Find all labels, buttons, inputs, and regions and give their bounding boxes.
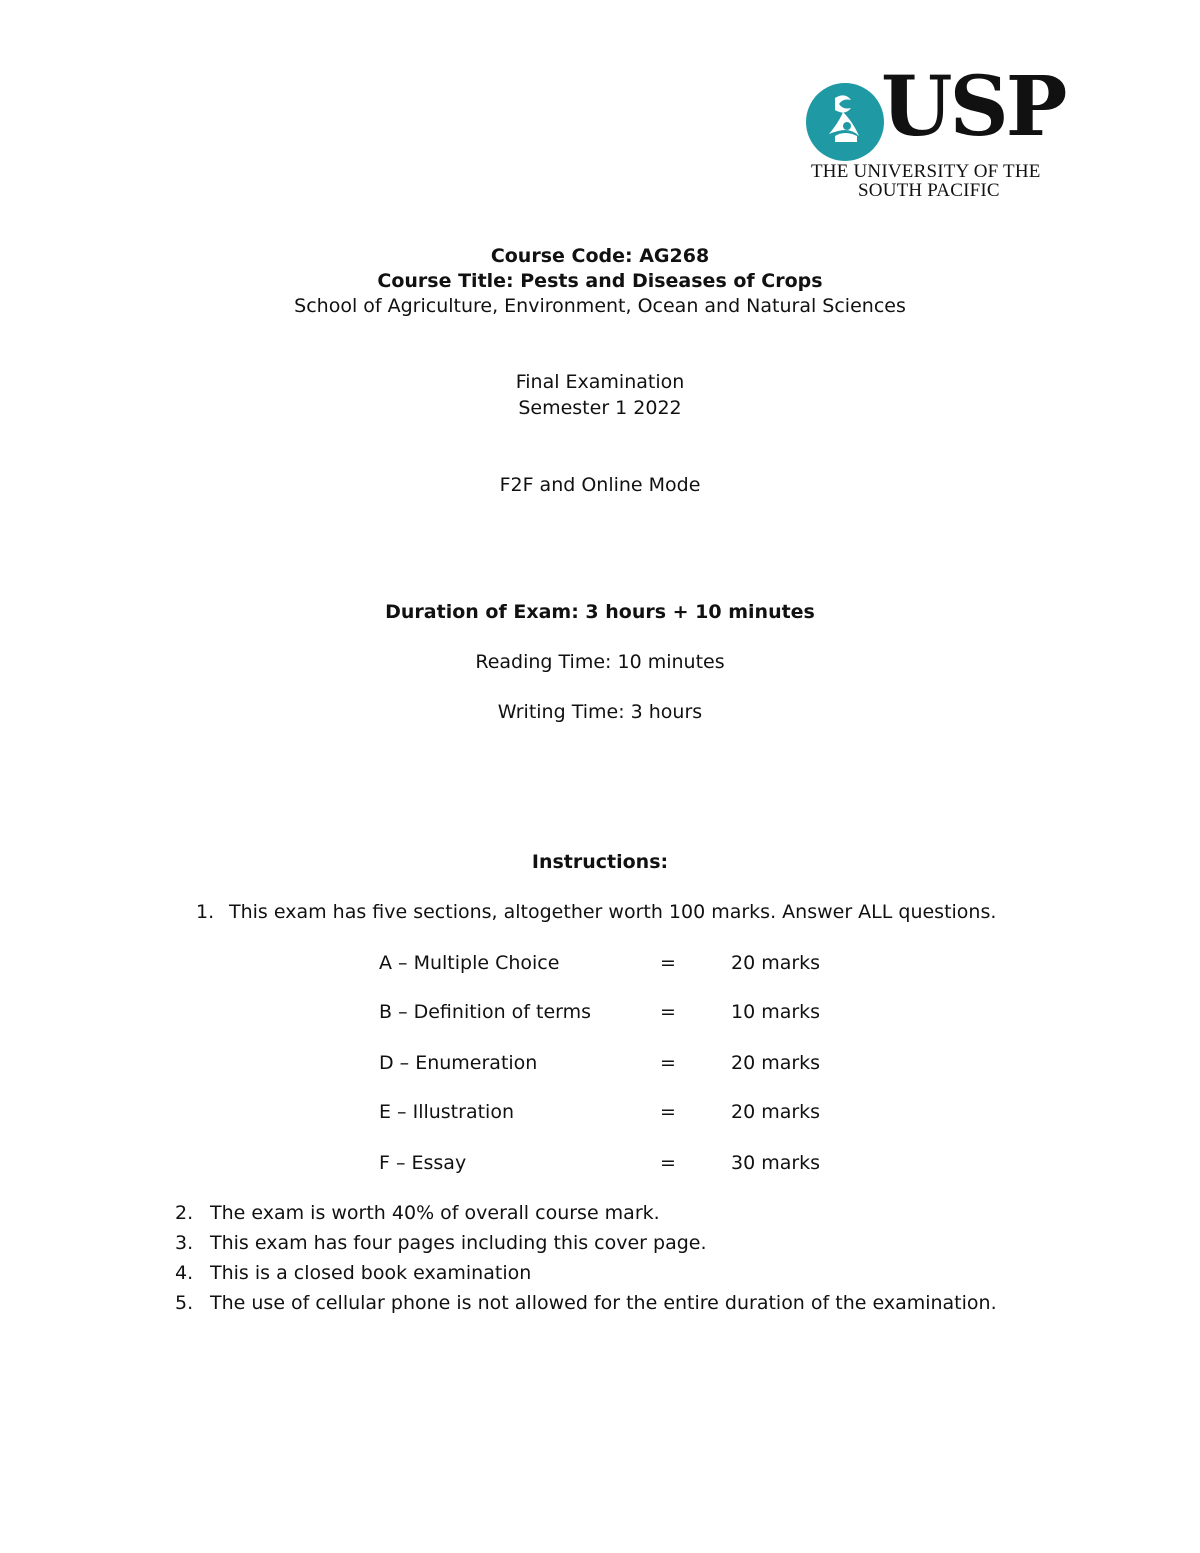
section-row xyxy=(0,952,1200,978)
section-equals: = xyxy=(660,952,676,974)
section-row xyxy=(0,1152,1200,1178)
instruction-text: This is a closed book examination xyxy=(210,1262,532,1284)
usp-emblem-icon xyxy=(805,82,885,162)
reading-time: Reading Time: 10 minutes xyxy=(475,651,725,673)
logo-wordmark: USP xyxy=(881,59,1065,155)
section-equals: = xyxy=(660,1101,676,1123)
exam-mode: F2F and Online Mode xyxy=(499,474,701,496)
instruction-text: The use of cellular phone is not allowed for the entire duration of the examination. xyxy=(210,1292,997,1314)
section-row xyxy=(0,1001,1200,1027)
instruction-number: 4. xyxy=(175,1262,194,1284)
section-name: A – Multiple Choice xyxy=(379,952,560,974)
section-equals: = xyxy=(660,1152,676,1174)
instruction-number: 5. xyxy=(175,1292,194,1314)
instruction-text: This exam has four pages including this cover page. xyxy=(210,1232,707,1254)
instruction-number: 2. xyxy=(175,1202,194,1224)
section-marks: 20 marks xyxy=(731,1101,821,1123)
school-name: School of Agriculture, Environment, Ocean and Natural Sciences xyxy=(294,295,906,317)
instructions-heading: Instructions: xyxy=(531,851,669,873)
course-title: Course Title: Pests and Diseases of Crops xyxy=(377,270,823,292)
section-row xyxy=(0,1052,1200,1078)
university-logo xyxy=(805,59,1067,204)
section-name: B – Definition of terms xyxy=(379,1001,592,1023)
course-code: Course Code: AG268 xyxy=(490,245,710,267)
semester: Semester 1 2022 xyxy=(518,397,682,419)
section-marks: 20 marks xyxy=(731,952,821,974)
section-marks: 20 marks xyxy=(731,1052,821,1074)
logo-university-name-line2: SOUTH PACIFIC xyxy=(858,180,1000,201)
section-name: F – Essay xyxy=(379,1152,467,1174)
section-marks: 10 marks xyxy=(731,1001,821,1023)
instruction-text: The exam is worth 40% of overall course mark. xyxy=(210,1202,660,1224)
section-equals: = xyxy=(660,1001,676,1023)
section-row xyxy=(0,1101,1200,1127)
instruction-text: This exam has five sections, altogether worth 100 marks. Answer ALL questions. xyxy=(229,901,997,923)
exam-type: Final Examination xyxy=(515,371,685,393)
exam-duration: Duration of Exam: 3 hours + 10 minutes xyxy=(385,601,815,623)
instruction-number: 1. xyxy=(196,901,215,923)
section-name: D – Enumeration xyxy=(379,1052,538,1074)
logo-university-name-line1: THE UNIVERSITY OF THE xyxy=(811,161,1041,182)
section-marks: 30 marks xyxy=(731,1152,821,1174)
instruction-number: 3. xyxy=(175,1232,194,1254)
section-name: E – Illustration xyxy=(379,1101,514,1123)
section-equals: = xyxy=(660,1052,676,1074)
writing-time: Writing Time: 3 hours xyxy=(497,701,703,723)
